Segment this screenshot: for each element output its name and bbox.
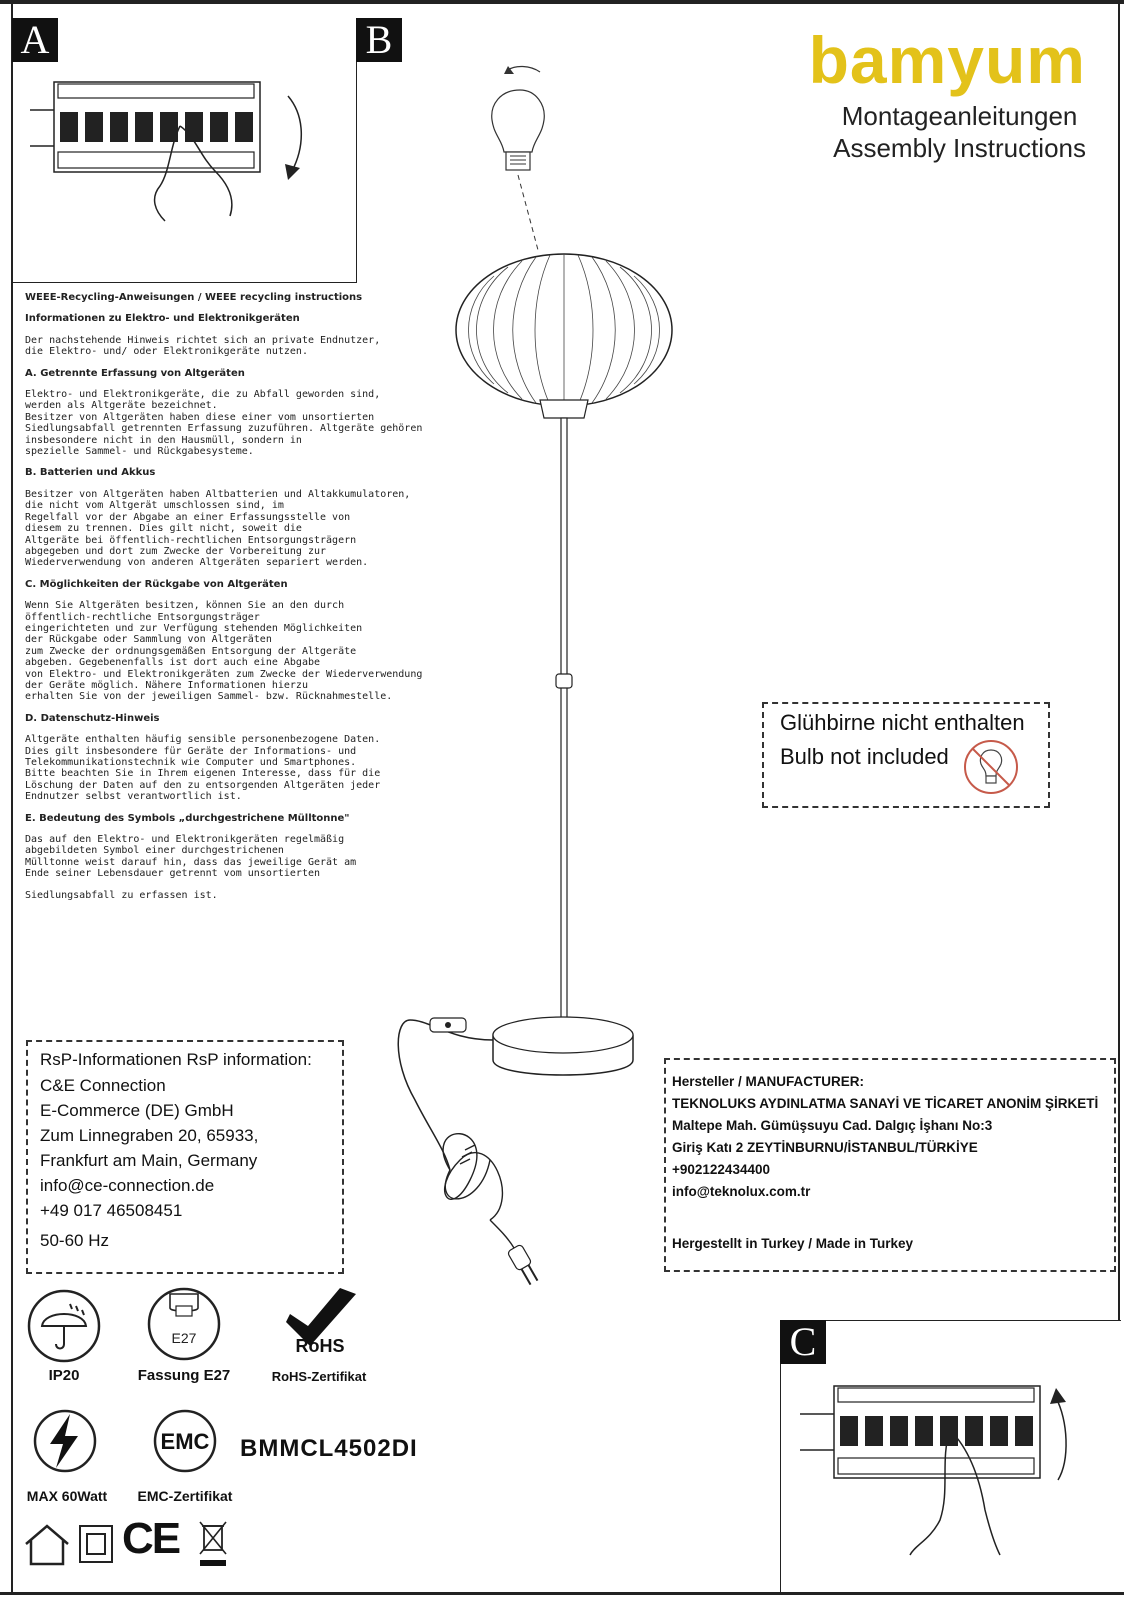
weee-instructions (25, 292, 445, 911)
rsp-line: Frankfurt am Main, Germany (40, 1151, 258, 1170)
manufacturer-line: Maltepe Mah. Gümüşsuyu Cad. Dalgıç İşhanı No:3 (672, 1118, 993, 1133)
weee-section-d-heading: D. Datenschutz-Hinweis (25, 712, 160, 724)
model-number: BMMCL4502DI (240, 1435, 418, 1462)
power-label: MAX 60Watt (26, 1488, 108, 1504)
rohs-label: RoHS-Zertifikat (271, 1369, 367, 1384)
title-german: Montageanleitungen (841, 101, 1078, 131)
weee-section-b-text: Besitzer von Altgeräten haben Altbatterien und Altakkumulatoren, die nicht vom Altgerät umschlossen sind, im Regelfall vor der Abgabe an einer Erfassungsstelle von diesem zu trennen. Dies gilt nicht, soweit die Altgeräte bei öffentlich-rechtlichen Entsorgungsträgern abgegeben und dort zum Zwecke der Vorbereitung zur Wiederverwendung von anderen Altgeräten separiert werden. (25, 488, 411, 569)
weee-bin-icon (198, 1518, 228, 1568)
ce-mark: CE (122, 1514, 180, 1563)
rsp-phone: +49 017 46508451 (40, 1201, 183, 1220)
socket-e27-icon (146, 1286, 222, 1362)
bulb-notice-english: Bulb not included (780, 744, 949, 769)
panel-a-label: A (12, 18, 58, 62)
socket-label: Fassung E27 (137, 1367, 231, 1384)
weee-closing: Siedlungsabfall zu erfassen ist. (25, 889, 218, 901)
brand-logo: bamyum (808, 23, 1086, 97)
breaker-on-illustration (800, 1380, 1100, 1560)
emc-label: EMC-Zertifikat (137, 1488, 233, 1504)
no-bulb-icon (962, 738, 1020, 796)
weee-section-c-heading: C. Möglichkeiten der Rückgabe von Altgeräten (25, 578, 288, 590)
rohs-icon (286, 1286, 362, 1356)
manufacturer-line: Giriş Katı 2 ZEYTİNBURNU/İSTANBUL/TÜRKİYE (672, 1140, 978, 1155)
weee-section-b-heading: B. Batterien und Akkus (25, 467, 156, 479)
weee-intro: Der nachstehende Hinweis richtet sich an private Endnutzer, die Elektro- und/ oder Elektronikgeräte nutzen. (25, 334, 381, 358)
weee-section-e-text: Das auf den Elektro- und Elektronikgeräten regelmäßig abgebildeten Symbol einer durchgestrichenen Mülltonne weist darauf hin, dass das jeweilige Gerät am Ende seiner Lebensdauer getrennt vom unsortierten (25, 834, 357, 880)
ip-label: IP20 (48, 1367, 80, 1384)
manufacturer-email: info@teknolux.com.tr (672, 1184, 811, 1199)
bulb-notice-box (762, 702, 1050, 808)
weee-section-a-text: Elektro- und Elektronikgeräte, die zu Abfall geworden sind, werden als Altgeräte bezeichnet. Besitzer von Altgeräten haben diese einer vom unsortierten Siedlungsabfall getrennten Erfassung zuzuführen. Altgeräte gehören insbesondere nicht in den Hausmüll, sondern in spezielle Sammel- und Rückgabesysteme. (25, 389, 423, 458)
emc-icon (150, 1408, 220, 1474)
rsp-line: E-Commerce (DE) GmbH (40, 1101, 234, 1120)
double-insulation-icon (78, 1524, 114, 1564)
weee-section-a-heading: A. Getrennte Erfassung von Altgeräten (25, 367, 245, 379)
rsp-title: RsP-Informationen RsP information: (40, 1050, 312, 1069)
rsp-line: C&E Connection (40, 1076, 166, 1095)
weee-section-d-text: Altgeräte enthalten häufig sensible personenbezogene Daten. Dies gilt insbesondere für Geräte der Informations- und Telekommunikationstechnik wie Computer und Smartphones. Bitte beachten Sie in Ihrem eigenen Interesse, dass für die Löschung der Daten auf den zu entsorgenden Altgeräten jeder Endnutzer selbst verantwortlich ist. (25, 734, 381, 803)
rohs-badge-text: RoHS (295, 1336, 345, 1356)
rsp-info-box (26, 1040, 344, 1274)
manufacturer-line: TEKNOLUKS AYDINLATMA SANAYİ VE TİCARET ANONİM ŞİRKETİ (672, 1096, 1099, 1111)
breaker-off-illustration (30, 76, 330, 246)
rsp-line: Zum Linnegraben 20, 65933, (40, 1126, 259, 1145)
power-lightning-icon (32, 1408, 98, 1474)
weee-info-heading: Informationen zu Elektro- und Elektronikgeräten (25, 313, 300, 325)
emc-badge-text: EMC (160, 1429, 210, 1454)
manufacturer-box (664, 1058, 1116, 1272)
panel-b-label: B (356, 18, 402, 62)
weee-title: WEEE-Recycling-Anweisungen / WEEE recycling instructions (25, 292, 363, 303)
manufacturer-title: Hersteller / MANUFACTURER: (672, 1074, 865, 1089)
indoor-house-icon (22, 1522, 72, 1568)
title-block (833, 100, 1086, 164)
bulb-notice-german: Glühbirne nicht enthalten (780, 710, 1025, 735)
socket-badge-text: E27 (171, 1330, 197, 1346)
weee-section-e-heading: E. Bedeutung des Symbols „durchgestrichene Mülltonne" (25, 812, 350, 824)
weee-section-c-text: Wenn Sie Altgeräten besitzen, können Sie an den durch öffentlich-rechtliche Entsorgungsträger eingerichteten und zur Verfügung stehenden Möglichkeiten der Rückgabe oder Sammlung von Altgeräten zum Zwecke der ordnungsgemäßen Entsorgung der Altgeräte abgeben. Gegebenenfalls ist dort auch eine Abgabe von Elektro- und Elektronikgeräten zum Zwecke der Wiederverwendung der Geräte möglich. Nähere Informationen hierzu erhalten Sie von der jeweiligen Sammel- bzw. Rücknahmestelle. (25, 600, 423, 703)
panel-c-label: C (780, 1320, 826, 1364)
rsp-frequency: 50-60 Hz (40, 1231, 109, 1250)
title-english: Assembly Instructions (833, 133, 1086, 163)
manufacturer-phone: +902122434400 (672, 1162, 770, 1177)
made-in: Hergestellt in Turkey / Made in Turkey (672, 1236, 914, 1251)
rsp-email: info@ce-connection.de (40, 1176, 215, 1195)
umbrella-ip20-icon (26, 1288, 102, 1364)
right-border (1118, 0, 1120, 1320)
top-border (0, 0, 1124, 4)
